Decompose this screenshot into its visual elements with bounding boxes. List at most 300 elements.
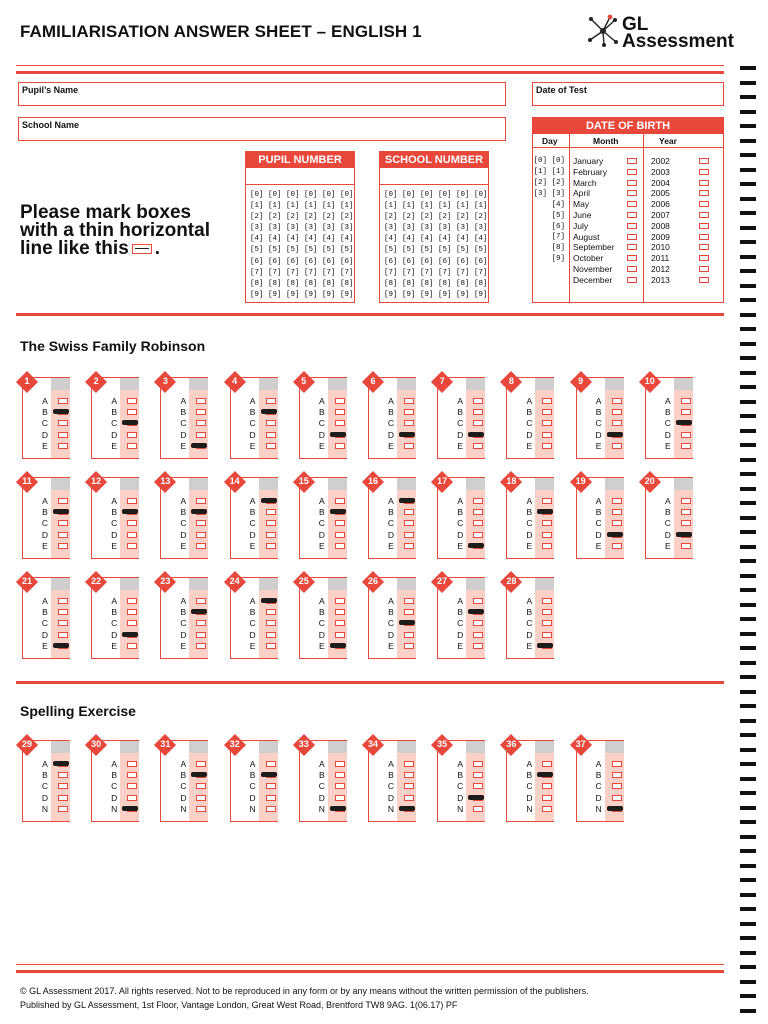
option-bubble[interactable] (335, 598, 345, 604)
option-bubble[interactable] (266, 783, 276, 789)
digit-row[interactable]: [8] [8] [8] [8] [8] [8] (250, 279, 354, 288)
digit-row[interactable]: [2] [2] [2] [2] [2] [2] (250, 213, 354, 222)
option-bubble[interactable] (473, 409, 483, 415)
option-bubble[interactable] (627, 277, 637, 283)
option-bubble[interactable] (266, 761, 276, 767)
option-bubble[interactable] (266, 609, 276, 615)
option-bubble[interactable] (699, 201, 709, 207)
option-bubble[interactable] (266, 420, 276, 426)
option-bubble[interactable] (127, 643, 137, 649)
dob-year-option[interactable]: 2006 (651, 199, 670, 210)
dob-year-option[interactable]: 2003 (651, 166, 670, 177)
option-bubble[interactable] (681, 498, 691, 504)
option-bubble[interactable] (127, 761, 137, 767)
option-bubble[interactable] (473, 620, 483, 626)
digit-row[interactable]: [3] [3] [3] [3] [3] [3] (384, 224, 488, 233)
option-bubble[interactable] (542, 543, 552, 549)
digit-row[interactable]: [2] [2] [2] [2] [2] [2] (384, 213, 488, 222)
pencil-mark (261, 498, 277, 503)
question-12[interactable] (91, 477, 139, 559)
dob-day-option[interactable]: [1] [1] (533, 167, 565, 176)
option-letter: B (526, 607, 533, 618)
option-bubble[interactable] (127, 498, 137, 504)
option-bubble[interactable] (335, 620, 345, 626)
digit-row[interactable]: [6] [6] [6] [6] [6] [6] (384, 257, 488, 266)
digit-row[interactable]: [0] [0] [0] [0] [0] [0] (384, 191, 488, 199)
option-bubble[interactable] (196, 620, 206, 626)
option-bubble[interactable] (699, 244, 709, 250)
option-bubble[interactable] (612, 543, 622, 549)
dob-month-option[interactable]: July (573, 220, 589, 231)
option-letter: B (318, 770, 325, 781)
date-of-test-field[interactable] (532, 82, 724, 106)
option-bubble[interactable] (196, 398, 206, 404)
option-bubble[interactable] (127, 520, 137, 526)
option-bubble[interactable] (335, 443, 345, 449)
option-bubble[interactable] (266, 509, 276, 515)
question-15[interactable] (299, 477, 347, 559)
option-letter: A (664, 396, 671, 406)
option-bubble[interactable] (127, 443, 137, 449)
option-bubble[interactable] (699, 180, 709, 186)
option-bubble[interactable] (404, 598, 414, 604)
option-bubble[interactable] (542, 632, 552, 638)
option-bubble[interactable] (404, 443, 414, 449)
option-bubble[interactable] (58, 420, 68, 426)
option-bubble[interactable] (127, 409, 137, 415)
dob-month-option[interactable]: June (573, 210, 592, 220)
question-22[interactable] (91, 577, 139, 659)
question-10[interactable] (645, 377, 693, 459)
question-5[interactable] (299, 377, 347, 459)
option-bubble[interactable] (266, 520, 276, 526)
dob-year-option[interactable]: 2012 (651, 264, 670, 274)
dob-day-option[interactable]: [8] (551, 244, 565, 253)
option-bubble[interactable] (196, 643, 206, 649)
option-bubble[interactable] (404, 795, 414, 801)
option-bubble[interactable] (127, 598, 137, 604)
option-bubble[interactable] (58, 532, 68, 538)
option-bubble[interactable] (404, 532, 414, 538)
school-number-digits[interactable] (384, 190, 488, 301)
option-bubble[interactable] (127, 620, 137, 626)
question-32[interactable] (230, 740, 278, 822)
pencil-mark (399, 432, 415, 437)
question-number-badge (155, 572, 175, 592)
option-bubble[interactable] (335, 398, 345, 404)
question-24[interactable] (230, 577, 278, 659)
option-bubble[interactable] (335, 532, 345, 538)
digit-row[interactable]: [9] [9] [9] [9] [9] [9] (250, 290, 354, 299)
school-number-entry-row[interactable] (380, 168, 488, 185)
dob-month-option[interactable]: May (573, 199, 590, 210)
option-bubble[interactable] (612, 409, 622, 415)
option-bubble[interactable] (196, 761, 206, 767)
option-bubble[interactable] (266, 398, 276, 404)
option-bubble[interactable] (196, 432, 206, 438)
option-bubble[interactable] (627, 169, 637, 175)
option-bubble[interactable] (612, 761, 622, 767)
option-bubble[interactable] (404, 409, 414, 415)
option-letter: C (111, 418, 118, 429)
option-letter: B (111, 770, 118, 781)
question-8[interactable] (506, 377, 554, 459)
option-bubble[interactable] (612, 783, 622, 789)
pupil-number-digits[interactable] (250, 190, 354, 301)
option-bubble[interactable] (335, 632, 345, 638)
digit-row[interactable]: [5] [5] [5] [5] [5] [5] (250, 246, 354, 255)
question-9[interactable] (576, 377, 624, 459)
option-bubble[interactable] (612, 520, 622, 526)
option-bubble[interactable] (196, 498, 206, 504)
option-bubble[interactable] (404, 609, 414, 615)
pupil-number-grid[interactable] (245, 151, 355, 303)
option-bubble[interactable] (404, 643, 414, 649)
option-bubble[interactable] (627, 201, 637, 207)
option-bubble[interactable] (612, 795, 622, 801)
option-bubble[interactable] (542, 761, 552, 767)
school-number-grid[interactable] (379, 151, 489, 303)
option-bubble[interactable] (612, 398, 622, 404)
pupil-number-entry-row[interactable] (246, 168, 354, 185)
option-bubble[interactable] (681, 398, 691, 404)
option-bubble[interactable] (196, 806, 206, 812)
option-bubble[interactable] (542, 520, 552, 526)
option-bubble[interactable] (58, 498, 68, 504)
digit-row[interactable]: [4] [4] [4] [4] [4] [4] (384, 235, 488, 244)
option-bubble[interactable] (542, 443, 552, 449)
pupil-name-field[interactable] (18, 82, 506, 106)
option-bubble[interactable] (612, 443, 622, 449)
option-bubble[interactable] (542, 795, 552, 801)
option-bubble[interactable] (127, 532, 137, 538)
option-bubble[interactable] (699, 266, 709, 272)
digit-row[interactable]: [0] [0] [0] [0] [0] [0] (250, 191, 354, 199)
question-17[interactable] (437, 477, 485, 559)
pencil-mark (330, 432, 346, 437)
option-bubble[interactable] (58, 398, 68, 404)
digit-row[interactable]: [8] [8] [8] [8] [8] [8] (384, 279, 488, 288)
option-bubble[interactable] (335, 761, 345, 767)
option-bubble[interactable] (627, 180, 637, 186)
option-bubble[interactable] (681, 432, 691, 438)
digit-row[interactable]: [7] [7] [7] [7] [7] [7] (250, 268, 354, 277)
option-bubble[interactable] (58, 783, 68, 789)
question-16[interactable] (368, 477, 416, 559)
option-bubble[interactable] (627, 244, 637, 250)
dob-day-option[interactable]: [4] (551, 200, 565, 209)
option-bubble[interactable] (473, 532, 483, 538)
dob-day-option[interactable]: [9] (551, 255, 565, 264)
option-bubble[interactable] (335, 609, 345, 615)
digit-row[interactable]: [9] [9] [9] [9] [9] [9] (384, 290, 488, 299)
option-bubble[interactable] (58, 772, 68, 778)
digit-row[interactable]: [3] [3] [3] [3] [3] [3] (250, 224, 354, 233)
dob-day-option[interactable]: [5] (551, 211, 565, 220)
option-letter: B (388, 407, 394, 418)
option-bubble[interactable] (681, 543, 691, 549)
option-bubble[interactable] (542, 409, 552, 415)
option-bubble[interactable] (542, 532, 552, 538)
option-bubble[interactable] (473, 398, 483, 404)
option-bubble[interactable] (335, 543, 345, 549)
dob-year-option[interactable]: 2005 (651, 188, 670, 199)
dob-month-option[interactable]: October (573, 253, 604, 264)
option-bubble[interactable] (473, 498, 483, 504)
question-34[interactable] (368, 740, 416, 822)
dob-month-option[interactable]: November (573, 264, 613, 274)
option-bubble[interactable] (699, 234, 709, 240)
option-bubble[interactable] (196, 632, 206, 638)
option-bubble[interactable] (542, 398, 552, 404)
digit-row[interactable]: [7] [7] [7] [7] [7] [7] (384, 268, 488, 277)
question-number: 24 (229, 576, 240, 586)
option-bubble[interactable] (404, 398, 414, 404)
dob-month-option[interactable]: September (573, 242, 615, 253)
question-28[interactable] (506, 577, 554, 659)
option-bubble[interactable] (473, 772, 483, 778)
dob-day-option[interactable]: [2] [2] (533, 178, 565, 187)
option-bubble[interactable] (58, 620, 68, 626)
question-25[interactable] (299, 577, 347, 659)
dob-year-option[interactable]: 2007 (651, 210, 670, 220)
option-bubble[interactable] (127, 795, 137, 801)
question-30[interactable] (91, 740, 139, 822)
option-bubble[interactable] (266, 543, 276, 549)
option-bubble[interactable] (58, 432, 68, 438)
pencil-mark (330, 509, 346, 514)
option-bubble[interactable] (612, 772, 622, 778)
option-bubble[interactable] (127, 543, 137, 549)
option-bubble[interactable] (58, 543, 68, 549)
option-bubble[interactable] (473, 598, 483, 604)
question-7[interactable] (437, 377, 485, 459)
question-4[interactable] (230, 377, 278, 459)
option-bubble[interactable] (542, 806, 552, 812)
dob-year-option[interactable]: 2008 (651, 220, 670, 231)
option-bubble[interactable] (699, 223, 709, 229)
option-bubble[interactable] (542, 783, 552, 789)
option-bubble[interactable] (58, 795, 68, 801)
option-bubble[interactable] (473, 509, 483, 515)
timing-mark (740, 139, 756, 143)
option-bubble[interactable] (404, 543, 414, 549)
option-bubble[interactable] (627, 255, 637, 261)
question-1[interactable] (22, 377, 70, 459)
option-bubble[interactable] (699, 169, 709, 175)
option-bubble[interactable] (612, 420, 622, 426)
digit-row[interactable]: [5] [5] [5] [5] [5] [5] (384, 246, 488, 255)
option-bubble[interactable] (196, 532, 206, 538)
dob-month-option[interactable]: January (573, 156, 604, 166)
option-bubble[interactable] (681, 509, 691, 515)
option-bubble[interactable] (404, 509, 414, 515)
question-19[interactable] (576, 477, 624, 559)
option-bubble[interactable] (266, 432, 276, 438)
question-26[interactable] (368, 577, 416, 659)
option-bubble[interactable] (542, 620, 552, 626)
option-bubble[interactable] (404, 772, 414, 778)
pencil-mark (53, 409, 69, 414)
option-bubble[interactable] (627, 234, 637, 240)
option-bubble[interactable] (58, 806, 68, 812)
question-37[interactable] (576, 740, 624, 822)
option-bubble[interactable] (473, 761, 483, 767)
option-bubble[interactable] (699, 277, 709, 283)
option-bubble[interactable] (127, 783, 137, 789)
option-bubble[interactable] (627, 190, 637, 196)
question-21[interactable] (22, 577, 70, 659)
option-bubble[interactable] (681, 520, 691, 526)
digit-row[interactable]: [1] [1] [1] [1] [1] [1] (384, 202, 488, 211)
question-number-badge (363, 472, 383, 492)
dob-year-option[interactable]: 2002 (651, 156, 670, 166)
date-of-birth-grid[interactable] (532, 117, 724, 303)
question-20[interactable] (645, 477, 693, 559)
option-bubble[interactable] (58, 520, 68, 526)
option-bubble[interactable] (542, 598, 552, 604)
question-35[interactable] (437, 740, 485, 822)
question-33[interactable] (299, 740, 347, 822)
option-bubble[interactable] (266, 806, 276, 812)
option-bubble[interactable] (266, 443, 276, 449)
option-bubble[interactable] (127, 772, 137, 778)
option-bubble[interactable] (335, 772, 345, 778)
option-bubble[interactable] (266, 532, 276, 538)
option-letter: A (457, 596, 464, 606)
option-bubble[interactable] (335, 498, 345, 504)
option-letter: C (111, 618, 118, 629)
option-bubble[interactable] (196, 543, 206, 549)
option-bubble[interactable] (404, 420, 414, 426)
dob-year-option[interactable]: 2004 (651, 177, 670, 188)
option-bubble[interactable] (699, 212, 709, 218)
option-bubble[interactable] (473, 632, 483, 638)
question-23[interactable] (160, 577, 208, 659)
option-bubble[interactable] (196, 420, 206, 426)
digit-row[interactable]: [4] [4] [4] [4] [4] [4] (250, 235, 354, 244)
dob-month-option[interactable]: February (573, 166, 608, 177)
option-bubble[interactable] (266, 643, 276, 649)
timing-mark (740, 284, 756, 288)
option-bubble[interactable] (542, 609, 552, 615)
option-bubble[interactable] (699, 158, 709, 164)
option-bubble[interactable] (473, 520, 483, 526)
digit-row[interactable]: [6] [6] [6] [6] [6] [6] (250, 257, 354, 266)
question-6[interactable] (368, 377, 416, 459)
option-bubble[interactable] (127, 609, 137, 615)
option-bubble[interactable] (627, 158, 637, 164)
question-number: 27 (437, 576, 448, 586)
option-bubble[interactable] (681, 443, 691, 449)
option-bubble[interactable] (266, 632, 276, 638)
option-bubble[interactable] (627, 223, 637, 229)
dob-day-option[interactable]: [3] [3] (533, 189, 565, 198)
option-bubble[interactable] (127, 398, 137, 404)
question-31[interactable] (160, 740, 208, 822)
option-bubble[interactable] (404, 783, 414, 789)
option-bubble[interactable] (335, 795, 345, 801)
option-bubble[interactable] (627, 212, 637, 218)
option-letter: C (526, 518, 533, 529)
option-bubble[interactable] (473, 443, 483, 449)
question-27[interactable] (437, 577, 485, 659)
dob-year-option[interactable]: 2009 (651, 231, 670, 242)
school-name-field[interactable] (18, 117, 506, 141)
option-bubble[interactable] (681, 409, 691, 415)
dob-month-option[interactable]: March (573, 177, 597, 188)
option-bubble[interactable] (612, 498, 622, 504)
question-3[interactable] (160, 377, 208, 459)
option-bubble[interactable] (542, 498, 552, 504)
option-letter: C (41, 418, 49, 429)
option-bubble[interactable] (404, 632, 414, 638)
option-letter: B (249, 607, 256, 618)
option-bubble[interactable] (58, 443, 68, 449)
option-letter: E (388, 640, 394, 651)
option-bubble[interactable] (196, 598, 206, 604)
option-bubble[interactable] (58, 598, 68, 604)
question-36[interactable] (506, 740, 554, 822)
option-bubble[interactable] (699, 190, 709, 196)
option-bubble[interactable] (473, 643, 483, 649)
option-bubble[interactable] (335, 409, 345, 415)
dob-day-option[interactable]: [7] (551, 233, 565, 242)
option-bubble[interactable] (473, 783, 483, 789)
option-bubble[interactable] (612, 509, 622, 515)
dob-day-option[interactable]: [6] (551, 222, 565, 231)
dob-month-option[interactable]: April (573, 188, 591, 199)
option-bubble[interactable] (699, 255, 709, 261)
option-bubble[interactable] (627, 266, 637, 272)
option-bubble[interactable] (196, 409, 206, 415)
option-bubble[interactable] (196, 520, 206, 526)
dob-month-option[interactable]: August (573, 231, 600, 242)
question-number-badge (225, 572, 245, 592)
option-bubble[interactable] (404, 761, 414, 767)
option-bubble[interactable] (335, 520, 345, 526)
dob-day-option[interactable]: [0] [0] (533, 157, 565, 165)
option-bubble[interactable] (127, 432, 137, 438)
dob-year-option[interactable]: 2013 (651, 274, 670, 285)
option-bubble[interactable] (335, 783, 345, 789)
option-bubble[interactable] (542, 432, 552, 438)
dob-year-option[interactable]: 2011 (651, 253, 670, 264)
question-29[interactable] (22, 740, 70, 822)
question-2[interactable] (91, 377, 139, 459)
question-14[interactable] (230, 477, 278, 559)
question-11[interactable] (22, 477, 70, 559)
option-bubble[interactable] (473, 420, 483, 426)
option-bubble[interactable] (196, 783, 206, 789)
question-18[interactable] (506, 477, 554, 559)
option-letter: C (664, 518, 671, 529)
option-bubble[interactable] (58, 632, 68, 638)
option-bubble[interactable] (542, 420, 552, 426)
digit-row[interactable]: [1] [1] [1] [1] [1] [1] (250, 202, 354, 211)
dob-month-option[interactable]: December (573, 274, 613, 285)
option-bubble[interactable] (335, 420, 345, 426)
question-13[interactable] (160, 477, 208, 559)
option-bubble[interactable] (58, 609, 68, 615)
option-bubble[interactable] (473, 806, 483, 812)
option-bubble[interactable] (266, 795, 276, 801)
option-bubble[interactable] (404, 520, 414, 526)
dob-year-option[interactable]: 2010 (651, 242, 670, 253)
header-rule (16, 71, 724, 74)
option-bubble[interactable] (266, 620, 276, 626)
option-bubble[interactable] (196, 795, 206, 801)
